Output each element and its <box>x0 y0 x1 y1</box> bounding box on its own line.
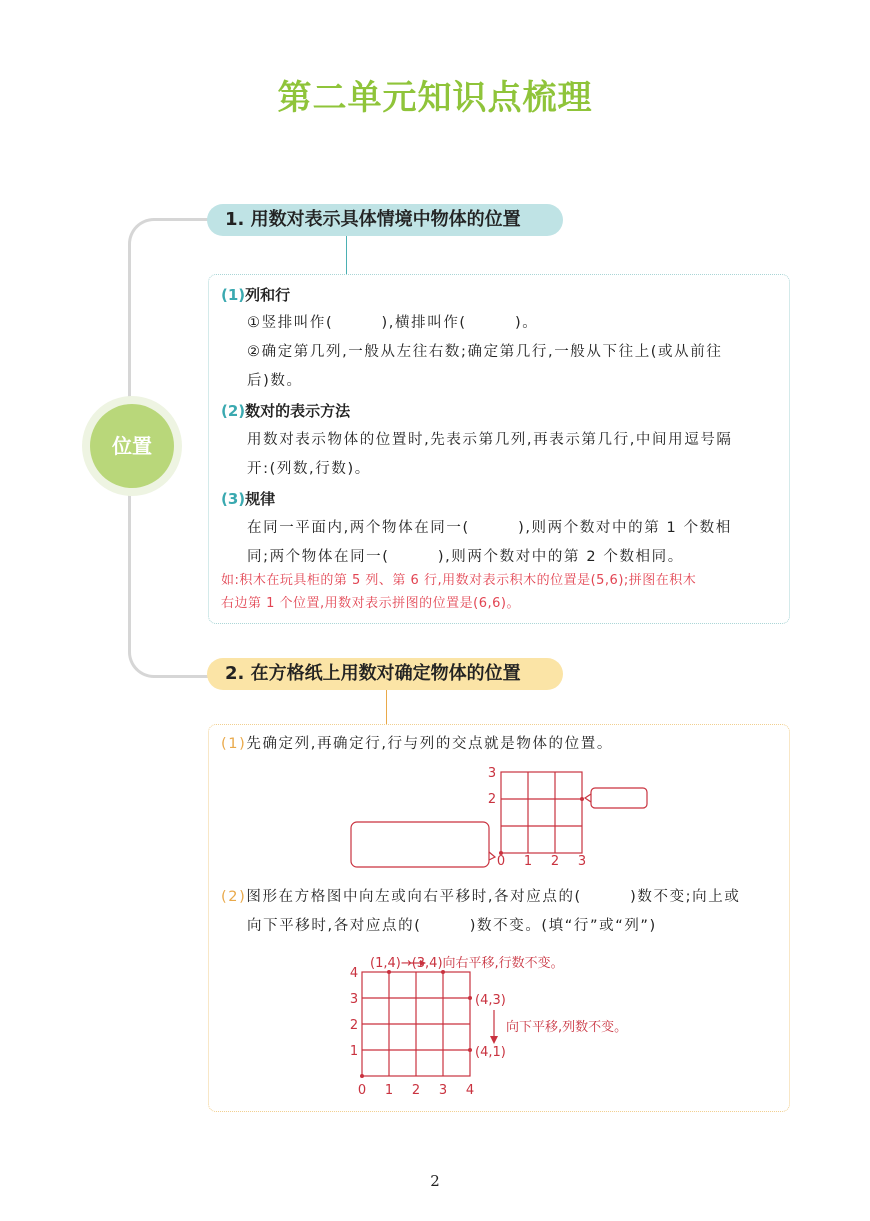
page-number: 2 <box>430 1172 440 1190</box>
grid-diagram-2 <box>340 950 670 1102</box>
x-tick: 1 <box>384 1083 394 1098</box>
example-line: 如:积木在玩具柜的第 5 列、第 6 行,用数对表示积木的位置是(5,6);拼图在积木 <box>221 573 697 588</box>
x-tick: 3 <box>438 1083 448 1098</box>
text-line: 用数对表示物体的位置时,先表示第几列,再表示第几行,中间用逗号隔 <box>247 432 733 448</box>
subheading-text: 列和行 <box>245 286 291 304</box>
subheading-number: (3) <box>221 490 246 508</box>
section-1-heading: 1. 用数对表示具体情境中物体的位置 <box>207 204 563 236</box>
x-tick: 0 <box>496 854 506 869</box>
x-tick: 3 <box>577 854 587 869</box>
grid-diagram-1 <box>340 760 660 870</box>
text-line: ①竖排叫作( ),横排叫作( )。 <box>247 315 539 331</box>
text-line <box>221 732 613 756</box>
x-tick: 2 <box>550 854 560 869</box>
text-line: 向下平移时,各对应点的( )数不变。(填“行”或“列”) <box>247 918 657 934</box>
subheading-rule <box>221 488 275 509</box>
y-tick: 2 <box>487 792 497 807</box>
text-line: ②确定第几列,一般从左往右数;确定第几行,一般从下往上(或从前往 <box>247 344 723 360</box>
y-tick: 2 <box>349 1018 359 1033</box>
section-2-heading: 2. 在方格纸上用数对确定物体的位置 <box>207 658 563 690</box>
y-tick: 3 <box>349 992 359 1007</box>
y-tick: 1 <box>349 1044 359 1059</box>
topic-node: 位置 <box>90 404 174 488</box>
annotation-right-shift: (1,4)→(3,4)向右平移,行数不变。 <box>370 956 564 971</box>
text-line <box>221 885 740 909</box>
y-tick: 3 <box>487 766 497 781</box>
text-line: 同;两个物体在同一( ),则两个数对中的第 2 个数相同。 <box>247 549 684 565</box>
connector-line-1 <box>346 236 347 274</box>
point-label: (4,3) <box>475 993 506 1008</box>
subheading-text: 规律 <box>245 490 276 508</box>
subheading-number: (1) <box>221 286 246 304</box>
subheading-text: 数对的表示方法 <box>245 402 351 420</box>
y-tick: 4 <box>349 966 359 981</box>
x-tick: 2 <box>411 1083 421 1098</box>
item-text: 先确定列,再确定行,行与列的交点就是物体的位置。 <box>246 736 613 752</box>
item-number: (1) <box>221 736 247 752</box>
subheading-number: (2) <box>221 402 246 420</box>
x-tick: 1 <box>523 854 533 869</box>
subheading-notation <box>221 400 350 421</box>
point-label: (4,1) <box>475 1045 506 1060</box>
text-line: 后)数。 <box>247 373 303 389</box>
text-line: 开:(列数,行数)。 <box>247 461 371 477</box>
annotation-down-shift: 向下平移,列数不变。 <box>506 1020 628 1035</box>
example-line: 右边第 1 个位置,用数对表示拼图的位置是(6,6)。 <box>221 596 520 611</box>
item-number: (2) <box>221 889 247 905</box>
x-tick: 0 <box>357 1083 367 1098</box>
text-line: 在同一平面内,两个物体在同一( ),则两个数对中的第 1 个数相 <box>247 520 732 536</box>
subheading-rows-cols <box>221 284 290 305</box>
item-text: 图形在方格图中向左或向右平移时,各对应点的( )数不变;向上或 <box>246 889 741 905</box>
page-title: 第二单元知识点梳理 <box>277 78 593 118</box>
connector-line-2 <box>386 690 387 724</box>
x-tick: 4 <box>465 1083 475 1098</box>
